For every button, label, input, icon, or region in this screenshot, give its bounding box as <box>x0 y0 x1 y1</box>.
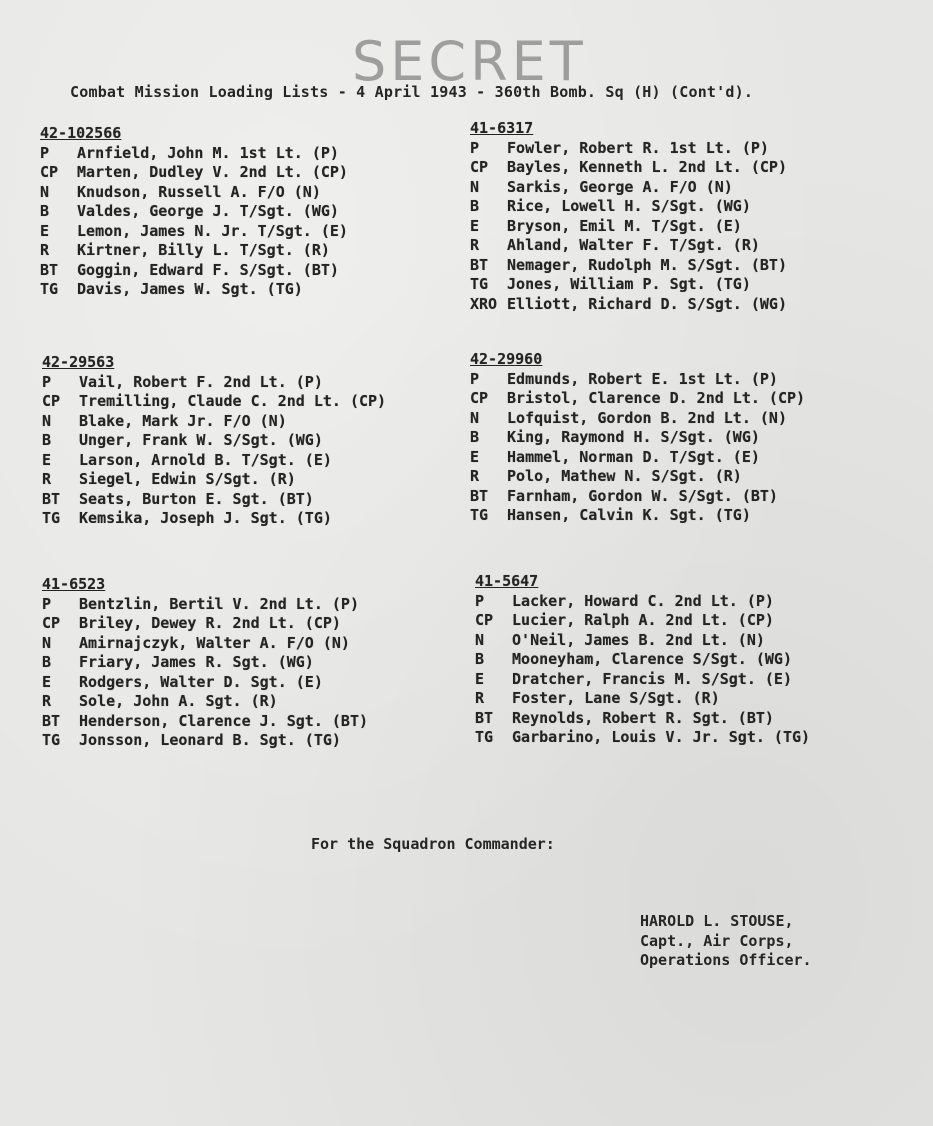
crew-member-name: Lucier, Ralph A. 2nd Lt. (CP) <box>512 611 774 629</box>
crew-position: B <box>40 202 50 220</box>
crew-member-row <box>470 448 805 468</box>
crew-member-name: Davis, James W. Sgt. (TG) <box>77 280 303 298</box>
crew-member-row <box>470 158 787 178</box>
crew-member-name: Nemager, Rudolph M. S/Sgt. (BT) <box>507 255 787 274</box>
crew-member-name: Arnfield, John M. 1st Lt. (P) <box>77 143 339 162</box>
crew-position: N <box>40 182 50 201</box>
crew-member-name: Sarkis, George A. F/O (N) <box>507 177 733 196</box>
crew-member-row <box>470 295 787 315</box>
crew-position: N <box>475 630 485 649</box>
crew-member-name: Kirtner, Billy L. T/Sgt. (R) <box>77 241 330 259</box>
crew-member-row <box>475 631 810 651</box>
crew-member-name: Edmunds, Robert E. 1st Lt. (P) <box>507 369 778 388</box>
aircraft-serial: 42-29563 <box>42 353 115 371</box>
crew-member-name: Goggin, Edward F. S/Sgt. (BT) <box>77 260 339 279</box>
crew-member-row <box>470 178 787 198</box>
crew-block <box>470 119 787 314</box>
crew-member-row <box>42 692 368 712</box>
crew-position: R <box>470 467 480 485</box>
crew-position: BT <box>40 260 59 279</box>
crew-member-row <box>40 280 348 300</box>
crew-member-row <box>42 490 386 510</box>
crew-position: N <box>42 411 52 430</box>
crew-block <box>475 572 810 748</box>
signature-name: HAROLD L. STOUSE, <box>640 912 794 930</box>
crew-member-name: Rice, Lowell H. S/Sgt. (WG) <box>507 197 751 215</box>
crew-member-name: Garbarino, Louis V. Jr. Sgt. (TG) <box>512 728 811 746</box>
signature-block <box>640 912 812 971</box>
crew-member-name: Valdes, George J. T/Sgt. (WG) <box>77 202 339 220</box>
crew-member-row <box>475 689 810 709</box>
crew-member-name: Unger, Frank W. S/Sgt. (WG) <box>79 431 323 449</box>
crew-block <box>470 350 805 526</box>
crew-position: CP <box>475 611 494 629</box>
crew-position: P <box>42 594 52 613</box>
crew-member-row <box>40 222 348 242</box>
crew-position: BT <box>470 486 489 505</box>
crew-member-name: Blake, Mark Jr. F/O (N) <box>79 411 287 430</box>
crew-position: P <box>470 369 480 388</box>
crew-member-name: Elliott, Richard D. S/Sgt. (WG) <box>507 294 787 313</box>
crew-position: N <box>470 177 480 196</box>
crew-member-row <box>470 467 805 487</box>
crew-member-row <box>470 275 787 295</box>
crew-position: P <box>470 138 480 157</box>
crew-position: E <box>42 450 52 469</box>
crew-member-name: Seats, Burton E. Sgt. (BT) <box>79 489 314 508</box>
crew-member-name: Bayles, Kenneth L. 2nd Lt. (CP) <box>507 158 787 176</box>
crew-member-name: Lacker, Howard C. 2nd Lt. (P) <box>512 591 774 610</box>
crew-member-name: Mooneyham, Clarence S/Sgt. (WG) <box>512 650 792 668</box>
crew-member-name: Reynolds, Robert R. Sgt. (BT) <box>512 708 774 727</box>
crew-member-name: Bryson, Emil M. T/Sgt. (E) <box>507 216 742 235</box>
crew-member-row <box>470 506 805 526</box>
crew-member-name: Amirnajczyk, Walter A. F/O (N) <box>79 633 350 652</box>
crew-member-row <box>42 595 368 615</box>
crew-member-name: Bristol, Clarence D. 2nd Lt. (CP) <box>507 389 806 407</box>
crew-member-row <box>475 650 810 670</box>
crew-member-row <box>42 470 386 490</box>
crew-block <box>42 353 386 529</box>
crew-position: B <box>470 428 480 446</box>
signature-title: Operations Officer. <box>640 951 812 969</box>
crew-position: BT <box>470 255 489 274</box>
crew-member-name: Sole, John A. Sgt. (R) <box>79 692 278 710</box>
crew-member-row <box>470 428 805 448</box>
crew-member-row <box>470 487 805 507</box>
crew-member-name: Lemon, James N. Jr. T/Sgt. (E) <box>77 221 348 240</box>
crew-member-row <box>40 202 348 222</box>
crew-position: R <box>42 470 52 488</box>
crew-position: XRO <box>470 294 498 313</box>
crew-position: TG <box>42 509 61 527</box>
crew-position: CP <box>40 163 59 181</box>
crew-member-row <box>42 451 386 471</box>
crew-member-row <box>42 392 386 412</box>
crew-member-row <box>470 370 805 390</box>
crew-position: CP <box>42 614 61 632</box>
crew-position: TG <box>470 506 489 524</box>
crew-member-row <box>475 592 810 612</box>
crew-member-name: Lofquist, Gordon B. 2nd Lt. (N) <box>507 408 787 427</box>
crew-member-row <box>475 670 810 690</box>
crew-block <box>42 575 368 751</box>
crew-member-row <box>475 709 810 729</box>
crew-position: CP <box>42 392 61 410</box>
crew-position: E <box>475 669 485 688</box>
aircraft-serial: 41-6523 <box>42 575 106 593</box>
crew-member-name: Hansen, Calvin K. Sgt. (TG) <box>507 506 751 524</box>
crew-member-row <box>470 256 787 276</box>
crew-member-name: O'Neil, James B. 2nd Lt. (N) <box>512 630 765 649</box>
crew-member-name: Fowler, Robert R. 1st Lt. (P) <box>507 138 769 157</box>
crew-position: N <box>470 408 480 427</box>
crew-member-row <box>42 712 368 732</box>
crew-position: R <box>470 236 480 254</box>
crew-position: B <box>470 197 480 215</box>
signature-rank: Capt., Air Corps, <box>640 931 794 950</box>
crew-position: BT <box>42 489 61 508</box>
crew-member-row <box>475 611 810 631</box>
crew-member-name: Henderson, Clarence J. Sgt. (BT) <box>79 711 369 730</box>
aircraft-serial: 41-5647 <box>475 572 539 590</box>
crew-position: B <box>42 653 52 671</box>
crew-member-name: Ahland, Walter F. T/Sgt. (R) <box>507 236 760 254</box>
crew-member-name: King, Raymond H. S/Sgt. (WG) <box>507 428 760 446</box>
crew-position: P <box>475 591 485 610</box>
crew-member-name: Briley, Dewey R. 2nd Lt. (CP) <box>79 614 341 632</box>
crew-position: TG <box>475 728 494 746</box>
crew-member-name: Siegel, Edwin S/Sgt. (R) <box>79 470 296 488</box>
crew-position: R <box>42 692 52 710</box>
crew-position: B <box>475 650 485 668</box>
crew-member-name: Polo, Mathew N. S/Sgt. (R) <box>507 467 742 485</box>
crew-member-name: Larson, Arnold B. T/Sgt. (E) <box>79 450 332 469</box>
crew-member-row <box>42 412 386 432</box>
crew-position: TG <box>470 275 489 293</box>
crew-member-row <box>470 409 805 429</box>
crew-position: R <box>475 689 485 707</box>
for-commander-line: For the Squadron Commander: <box>311 835 555 853</box>
crew-member-row <box>42 373 386 393</box>
crew-position: E <box>42 672 52 691</box>
crew-member-name: Foster, Lane S/Sgt. (R) <box>512 689 720 707</box>
crew-member-row <box>40 261 348 281</box>
crew-member-row <box>42 634 368 654</box>
crew-member-name: Vail, Robert F. 2nd Lt. (P) <box>79 372 323 391</box>
crew-member-row <box>470 217 787 237</box>
crew-member-row <box>42 653 368 673</box>
crew-position: B <box>42 431 52 449</box>
crew-position: BT <box>475 708 494 727</box>
aircraft-serial: 42-102566 <box>40 124 122 142</box>
crew-member-row <box>40 183 348 203</box>
aircraft-serial: 42-29960 <box>470 350 543 368</box>
crew-member-name: Rodgers, Walter D. Sgt. (E) <box>79 672 323 691</box>
crew-member-row <box>470 389 805 409</box>
aircraft-serial: 41-6317 <box>470 119 534 137</box>
crew-member-row <box>42 731 368 751</box>
crew-member-row <box>42 431 386 451</box>
crew-position: CP <box>470 158 489 176</box>
crew-member-name: Knudson, Russell A. F/O (N) <box>77 182 321 201</box>
crew-position: E <box>470 216 480 235</box>
crew-position: P <box>40 143 50 162</box>
crew-member-name: Friary, James R. Sgt. (WG) <box>79 653 314 671</box>
crew-member-row <box>470 139 787 159</box>
crew-position: E <box>470 447 480 466</box>
crew-member-row <box>475 728 810 748</box>
crew-member-name: Dratcher, Francis M. S/Sgt. (E) <box>512 669 792 688</box>
crew-member-row <box>42 509 386 529</box>
crew-member-row <box>40 241 348 261</box>
crew-member-name: Tremilling, Claude C. 2nd Lt. (CP) <box>79 392 387 410</box>
crew-member-name: Jones, William P. Sgt. (TG) <box>507 275 751 293</box>
crew-member-row <box>40 144 348 164</box>
crew-block <box>40 124 348 300</box>
crew-member-name: Kemsika, Joseph J. Sgt. (TG) <box>79 509 332 527</box>
crew-member-row <box>42 673 368 693</box>
crew-position: E <box>40 221 50 240</box>
crew-position: BT <box>42 711 61 730</box>
crew-position: N <box>42 633 52 652</box>
crew-member-name: Hammel, Norman D. T/Sgt. (E) <box>507 447 760 466</box>
crew-member-name: Bentzlin, Bertil V. 2nd Lt. (P) <box>79 594 359 613</box>
crew-position: TG <box>42 731 61 749</box>
crew-member-name: Jonsson, Leonard B. Sgt. (TG) <box>79 731 341 749</box>
crew-member-row <box>470 197 787 217</box>
crew-member-name: Farnham, Gordon W. S/Sgt. (BT) <box>507 486 778 505</box>
crew-position: R <box>40 241 50 259</box>
document-header: Combat Mission Loading Lists - 4 April 1943 - 360th Bomb. Sq (H) (Cont'd). <box>70 83 754 101</box>
secret-stamp: SECRET <box>352 30 587 93</box>
crew-member-row <box>470 236 787 256</box>
crew-member-row <box>42 614 368 634</box>
crew-position: TG <box>40 280 59 298</box>
crew-member-name: Marten, Dudley V. 2nd Lt. (CP) <box>77 163 348 181</box>
crew-position: P <box>42 372 52 391</box>
crew-position: CP <box>470 389 489 407</box>
crew-member-row <box>40 163 348 183</box>
